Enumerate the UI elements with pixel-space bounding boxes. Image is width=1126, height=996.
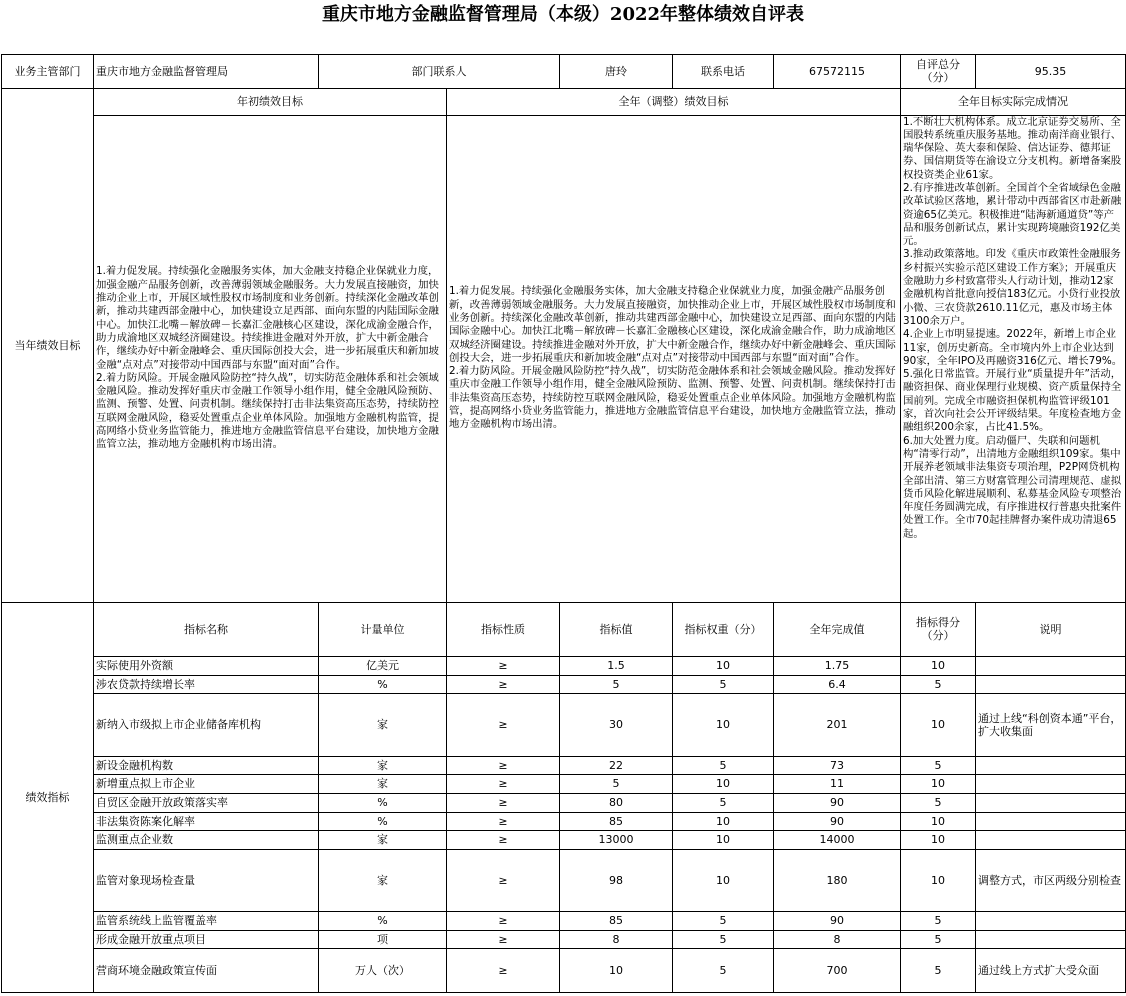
- adjusted-goals-text: [447, 115, 901, 602]
- indicator-name: 新纳入市级拟上市企业储备库机构: [94, 693, 319, 756]
- goals-content-row: [2, 115, 1126, 602]
- indicator-unit: %: [319, 793, 447, 812]
- indicator-score: 5: [901, 948, 976, 992]
- table-row: [2, 756, 1126, 774]
- indicators-header-row: [2, 602, 1126, 656]
- indicator-actual: 14000: [774, 830, 901, 849]
- indicator-target: 85: [560, 812, 673, 830]
- indicator-unit: 家: [319, 693, 447, 756]
- indicator-weight: 5: [673, 911, 774, 930]
- indicator-actual: 700: [774, 948, 901, 992]
- indicator-name: 自贸区金融开放政策落实率: [94, 793, 319, 812]
- indicator-target: 85: [560, 911, 673, 930]
- indicator-unit: 家: [319, 849, 447, 911]
- col-header-weight: 指标权重（分）: [673, 602, 774, 656]
- indicator-actual: 90: [774, 812, 901, 830]
- table-row: [2, 774, 1126, 793]
- indicator-nature: ≥: [447, 793, 560, 812]
- indicator-target: 13000: [560, 830, 673, 849]
- adjusted-goal-2: 2.着力防风险。开展金融风险防控“持久战”，切实防范金融体系和社会领域金融风险。推动发挥好重庆市金融工作领导小组作用，健全金融风险预防、监测、预警、处置、问责机制。继续保持打击非法集资高压态势，持续防控互联网金融风险，稳妥处置重点企业单体风险。加强地方金融机构监管，提高网络小贷业务监管能力，推进地方金融监管信息平台建设，加快地方金融监管立法，推动地方金融机构市场出清。: [449, 365, 896, 431]
- indicator-actual: 1.75: [774, 656, 901, 675]
- indicator-target: 5: [560, 774, 673, 793]
- indicator-unit: 家: [319, 830, 447, 849]
- indicator-score: 5: [901, 911, 976, 930]
- table-row: [2, 693, 1126, 756]
- indicator-target: 30: [560, 693, 673, 756]
- indicator-unit: 家: [319, 774, 447, 793]
- indicator-note: 通过线上方式扩大受众面: [976, 948, 1126, 992]
- indicator-name: 非法集资陈案化解率: [94, 812, 319, 830]
- indicator-unit: %: [319, 812, 447, 830]
- indicator-nature: ≥: [447, 656, 560, 675]
- goals-col-adjusted: 全年（调整）绩效目标: [447, 88, 901, 115]
- indicator-score: 10: [901, 812, 976, 830]
- indicator-score: 5: [901, 675, 976, 693]
- score-value: 95.35: [976, 54, 1126, 88]
- dept-value: 重庆市地方金融监督管理局: [94, 54, 319, 88]
- phone-value: 67572115: [774, 54, 901, 88]
- indicator-name: 营商环境金融政策宣传面: [94, 948, 319, 992]
- indicator-nature: ≥: [447, 812, 560, 830]
- indicator-actual: 201: [774, 693, 901, 756]
- evaluation-table: [1, 30, 1126, 993]
- indicator-nature: ≥: [447, 830, 560, 849]
- indicator-score: 5: [901, 756, 976, 774]
- indicator-target: 80: [560, 793, 673, 812]
- actual-result-1: 1.不断壮大机构体系。成立北京证券交易所、全国股转系统重庆服务基地。推动南洋商业银行、瑞华保险、英大泰和保险、信达证券、德邦证券、国信期货等在渝设立分支机构。新增备案股权投资类企业61家。: [903, 115, 1122, 181]
- indicator-weight: 10: [673, 849, 774, 911]
- table-row: [2, 830, 1126, 849]
- initial-goal-1: 1.着力促发展。持续强化金融服务实体，加大金融支持稳企业保就业力度，加强金融产品服务创新，改善薄弱领域金融服务。大力发展直接融资，加快推动企业上市，开展区域性股权市场制度和业务创新。持续深化金融改革创新，推动共建西部金融中心，加快建设立足西部、面向东盟的内陆国际金融中心。加快江北嘴－解放碑－长嘉汇金融核心区建设，深化成渝金融合作，助力成渝地区双城经济圈建设。持续推进金融对外开放，扩大中新金融合作，继续办好中新金融峰会、重庆国际创投大会，进一步拓展重庆和新加坡金融“点对点”对接带动中国西部与东盟“面对面”合作。: [96, 265, 439, 371]
- indicator-note: 调整方式，市区两级分别检查: [976, 849, 1126, 911]
- indicator-weight: 10: [673, 774, 774, 793]
- indicator-score: 10: [901, 849, 976, 911]
- indicator-target: 8: [560, 930, 673, 948]
- indicator-note: [976, 911, 1126, 930]
- col-header-unit: 计量单位: [319, 602, 447, 656]
- indicator-score: 10: [901, 774, 976, 793]
- indicator-note: 通过上线“科创资本通”平台，扩大收集面: [976, 693, 1126, 756]
- indicator-actual: 73: [774, 756, 901, 774]
- indicator-score: 10: [901, 693, 976, 756]
- indicator-nature: ≥: [447, 693, 560, 756]
- indicator-name: 新增重点拟上市企业: [94, 774, 319, 793]
- indicator-note: [976, 793, 1126, 812]
- phone-label: 联系电话: [673, 54, 774, 88]
- indicator-nature: ≥: [447, 849, 560, 911]
- contact-value: 唐玲: [560, 54, 673, 88]
- indicator-nature: ≥: [447, 930, 560, 948]
- dept-label: 业务主管部门: [2, 54, 94, 88]
- actual-results-text: [901, 115, 1126, 602]
- actual-result-4: 4.企业上市明显提速。2022年，新增上市企业11家，创历史新高。全市境内外上市企业达到90家，全年IPO及再融资316亿元、增长79%。: [903, 328, 1123, 367]
- indicator-note: [976, 812, 1126, 830]
- indicator-weight: 5: [673, 948, 774, 992]
- indicator-note: [976, 830, 1126, 849]
- indicator-target: 22: [560, 756, 673, 774]
- actual-result-6: 6.加大处置力度。启动僵尸、失联和问题机构“清零行动”，出清地方金融组织109家。集中开展养老领域非法集资专项治理，P2P网贷机构全部出清、第三方财富管理公司清理规范、虚拟货币风险化解进展顺利、私募基金风险专项整治年度任务圆满完成，有序推进权行普惠央批案件处置工作。全市70起挂牌督办案件成功清退65起。: [903, 434, 1122, 540]
- indicator-score: 10: [901, 830, 976, 849]
- indicator-unit: %: [319, 911, 447, 930]
- indicator-nature: ≥: [447, 756, 560, 774]
- contact-label: 部门联系人: [319, 54, 560, 88]
- table-row: [2, 793, 1126, 812]
- table-row: [2, 911, 1126, 930]
- col-header-name: 指标名称: [94, 602, 319, 656]
- indicator-nature: ≥: [447, 774, 560, 793]
- table-row: [2, 656, 1126, 675]
- indicator-target: 98: [560, 849, 673, 911]
- indicator-name: 新设金融机构数: [94, 756, 319, 774]
- col-header-score: 指标得分（分）: [901, 602, 976, 656]
- indicator-unit: 亿美元: [319, 656, 447, 675]
- page-title: 重庆市地方金融监督管理局（本级）2022年整体绩效自评表: [321, 4, 805, 25]
- indicator-weight: 5: [673, 793, 774, 812]
- indicator-actual: 90: [774, 793, 901, 812]
- indicator-target: 10: [560, 948, 673, 992]
- indicator-nature: ≥: [447, 911, 560, 930]
- actual-result-5: 5.强化日常监管。开展行业“质量提升年”活动，融资担保、商业保理行业规模、资产质量保持全国前列。完成全市融资担保机构监管评级101家，首次向社会公开评级结果。年度检查地方金融组织200余家，占比41.5%。: [903, 368, 1122, 434]
- indicator-note: [976, 756, 1126, 774]
- indicator-weight: 5: [673, 930, 774, 948]
- indicator-actual: 11: [774, 774, 901, 793]
- initial-goal-2: 2.着力防风险。开展金融风险防控“持久战”，切实防范金融体系和社会领域金融风险。推动发挥好重庆市金融工作领导小组作用，健全金融风险预防、监测、预警、处置、问责机制。继续保持打击非法集资高压态势，持续防控互联网金融风险，稳妥处置重点企业单体风险。加强地方金融机构监管，提高网络小贷业务监管能力，推进地方金融监管信息平台建设，加快地方金融监管立法，推动地方金融机构市场出清。: [96, 371, 439, 451]
- goals-col-actual: 全年目标实际完成情况: [901, 88, 1126, 115]
- indicator-unit: 项: [319, 930, 447, 948]
- indicator-nature: ≥: [447, 675, 560, 693]
- indicator-note: [976, 656, 1126, 675]
- indicator-name: 监管系统线上监管覆盖率: [94, 911, 319, 930]
- indicator-name: 形成金融开放重点项目: [94, 930, 319, 948]
- indicator-name: 涉农贷款持续增长率: [94, 675, 319, 693]
- indicator-unit: 家: [319, 756, 447, 774]
- indicator-weight: 10: [673, 693, 774, 756]
- indicator-note: [976, 930, 1126, 948]
- indicator-target: 5: [560, 675, 673, 693]
- spacer-row: [2, 30, 1126, 54]
- indicator-weight: 10: [673, 830, 774, 849]
- indicator-score: 5: [901, 930, 976, 948]
- table-row: [2, 849, 1126, 911]
- indicator-name: 监测重点企业数: [94, 830, 319, 849]
- table-row: [2, 948, 1126, 992]
- header-row: [2, 54, 1126, 88]
- initial-goals-text: [94, 115, 447, 602]
- goals-col-initial: 年初绩效目标: [94, 88, 447, 115]
- indicator-actual: 6.4: [774, 675, 901, 693]
- indicator-weight: 5: [673, 756, 774, 774]
- table-row: [2, 812, 1126, 830]
- score-label: 自评总分（分）: [901, 54, 976, 88]
- table-row: [2, 675, 1126, 693]
- goals-row-label: 当年绩效目标: [2, 88, 94, 602]
- indicator-weight: 5: [673, 675, 774, 693]
- col-header-target: 指标值: [560, 602, 673, 656]
- actual-result-3: 3.推动政策落地。印发《重庆市政策性金融服务乡村振兴实验示范区建设工作方案》；开展重庆金融助力乡村致富带头人行动计划，推动12家金融机构首批意向授信183亿元。小贷行业投放小微、三农贷款2610.11亿元，惠及市场主体3100余万户。: [903, 248, 1121, 327]
- indicator-weight: 10: [673, 656, 774, 675]
- adjusted-goal-1: 1.着力促发展。持续强化金融服务实体，加大金融支持稳企业保就业力度，加强金融产品服务创新，改善薄弱领域金融服务。大力发展直接融资，加快推动企业上市，开展区域性股权市场制度和业务创新。持续深化金融改革创新，推动共建西部金融中心，加快建设立足西部、面向东盟的内陆国际金融中心。加快江北嘴－解放碑－长嘉汇金融核心区建设，深化成渝金融合作，助力成渝地区双城经济圈建设。持续推进金融对外开放，扩大中新金融合作，继续办好中新金融峰会、重庆国际创投大会，进一步拓展重庆和新加坡金融“点对点”对接带动中国西部与东盟“面对面”合作。: [449, 285, 896, 364]
- indicator-nature: ≥: [447, 948, 560, 992]
- indicator-weight: 10: [673, 812, 774, 830]
- indicator-actual: 8: [774, 930, 901, 948]
- indicator-actual: 180: [774, 849, 901, 911]
- col-header-actual: 全年完成值: [774, 602, 901, 656]
- col-header-note: 说明: [976, 602, 1126, 656]
- indicators-row-label: 绩效指标: [2, 602, 94, 992]
- indicator-score: 5: [901, 793, 976, 812]
- actual-result-2: 2.有序推进改革创新。全国首个全省域绿色金融改革试验区落地，累计带动中西部省区市赴新融资逾65亿美元。积极推进“陆海新通道贷”等产品和服务创新试点，累计实现跨境融资192亿美元。: [903, 181, 1122, 248]
- indicator-name: 监管对象现场检查量: [94, 849, 319, 911]
- indicator-note: [976, 675, 1126, 693]
- indicator-target: 1.5: [560, 656, 673, 675]
- table-row: [2, 930, 1126, 948]
- indicator-actual: 90: [774, 911, 901, 930]
- col-header-nature: 指标性质: [447, 602, 560, 656]
- goals-header-row: [2, 88, 1126, 115]
- indicator-score: 10: [901, 656, 976, 675]
- indicator-unit: 万人（次）: [319, 948, 447, 992]
- indicator-note: [976, 774, 1126, 793]
- indicator-name: 实际使用外资额: [94, 656, 319, 675]
- indicator-unit: %: [319, 675, 447, 693]
